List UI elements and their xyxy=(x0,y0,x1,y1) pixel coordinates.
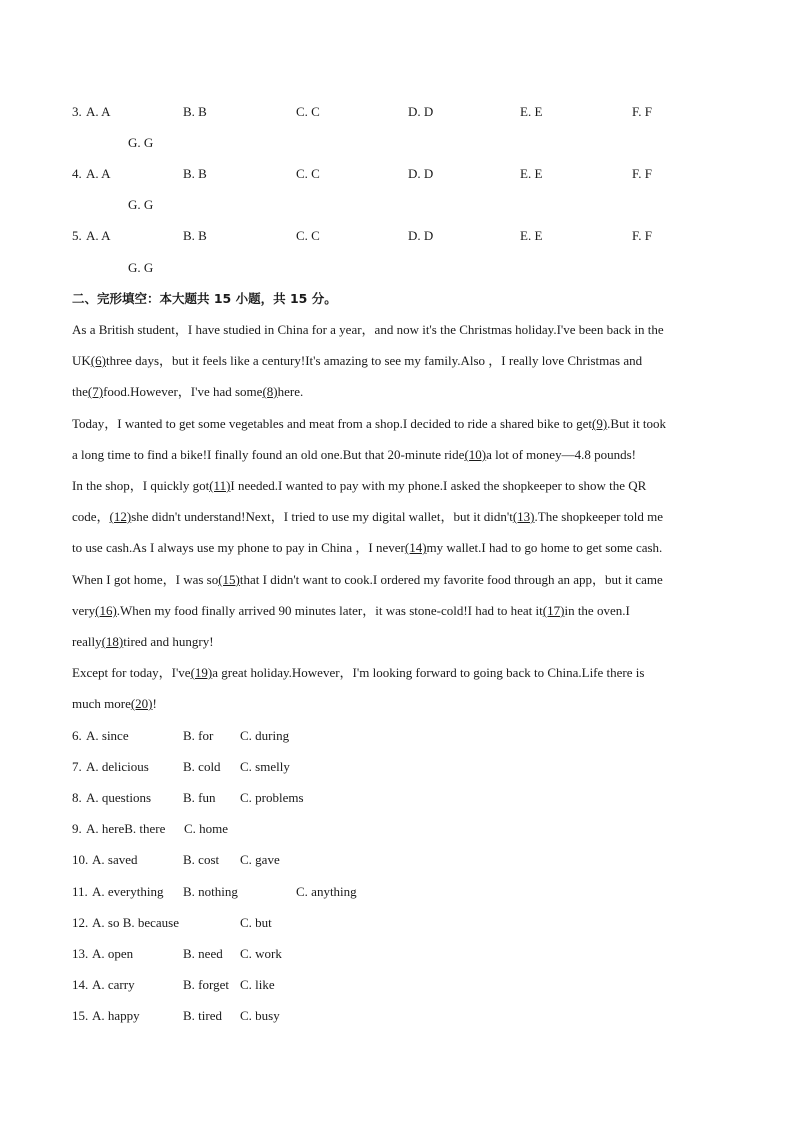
passage-text: code， xyxy=(72,509,110,524)
section-heading: 二、完形填空：本大题共 15 小题，共 15 分。 xyxy=(72,291,337,306)
option: C. C xyxy=(296,104,320,119)
option-b: B. forget xyxy=(183,977,229,992)
passage-line xyxy=(72,572,722,588)
option-a: A. so B. because xyxy=(92,915,180,930)
passage-text: .But it took xyxy=(607,416,667,431)
passage-text: When I got home，I was so xyxy=(72,572,219,587)
option: F. F xyxy=(632,166,652,181)
question-number: 14. xyxy=(72,977,89,992)
blank-10: (10) xyxy=(464,447,487,462)
passage-text: very xyxy=(72,603,96,618)
question-number: 15. xyxy=(72,1008,89,1023)
passage-line xyxy=(72,665,722,681)
blank-13: (13) xyxy=(512,509,535,524)
option-b: B. cold xyxy=(183,759,221,774)
option-b: B. need xyxy=(183,946,223,961)
blank-6: (6) xyxy=(90,353,106,368)
option-a: A. everything xyxy=(92,884,164,899)
option: C. C xyxy=(296,166,320,181)
option-b: B. for xyxy=(183,728,214,743)
passage-line xyxy=(72,384,722,400)
option: F. F xyxy=(632,228,652,243)
option-a: A. open xyxy=(92,946,134,961)
option-c: C. during xyxy=(240,728,290,743)
passage-text: ! xyxy=(152,696,157,711)
option-a: A. saved xyxy=(92,852,138,867)
blank-12: (12) xyxy=(109,509,132,524)
passage-text: Today，I wanted to get some vegetables and meat from a shop.I decided to ride a shared bike to get xyxy=(72,416,592,431)
question-number: 13. xyxy=(72,946,89,961)
option-b: B. fun xyxy=(183,790,216,805)
option: A. A xyxy=(86,166,111,181)
option-c: C. like xyxy=(240,977,275,992)
passage-text: UK xyxy=(72,353,91,368)
question-number: 3. xyxy=(72,104,82,119)
passage-text: Except for today，I've xyxy=(72,665,191,680)
passage-line xyxy=(72,322,722,338)
blank-7: (7) xyxy=(87,384,104,399)
passage-text: a long time to find a bike!I finally found an old one.But that 20-minute ride xyxy=(72,447,465,462)
blank-17: (17) xyxy=(542,603,565,618)
option: E. E xyxy=(520,228,543,243)
passage-line xyxy=(72,540,722,556)
question-number: 9. xyxy=(72,821,82,836)
option: G. G xyxy=(128,260,154,275)
option: G. G xyxy=(128,197,154,212)
option: B. B xyxy=(183,166,207,181)
passage-line xyxy=(72,416,722,432)
passage-text: to use cash.As I always use my phone to pay in China ，I never xyxy=(72,540,405,555)
passage-text: here. xyxy=(277,384,304,399)
passage-text: tired and hungry! xyxy=(123,634,214,649)
option-c: C. problems xyxy=(240,790,304,805)
passage-text: the xyxy=(72,384,88,399)
passage-line xyxy=(72,353,722,369)
passage-line xyxy=(72,696,722,712)
passage-line xyxy=(72,478,722,494)
question-number: 4. xyxy=(72,166,82,181)
passage-text: she didn't understand!Next，I tried to use my digital wallet，but it didn't xyxy=(131,509,513,524)
option-a: A. delicious xyxy=(86,759,149,774)
question-number: 12. xyxy=(72,915,89,930)
option-a: A. hereB. there xyxy=(86,821,166,836)
option-b: B. nothing xyxy=(183,884,238,899)
option: D. D xyxy=(408,104,434,119)
option-c: C. home xyxy=(184,821,229,836)
question-number: 7. xyxy=(72,759,82,774)
blank-19: (19) xyxy=(190,665,213,680)
passage-text: much more xyxy=(72,696,131,711)
option: D. D xyxy=(408,166,434,181)
option-b: B. tired xyxy=(183,1008,222,1023)
passage-text: really xyxy=(72,634,102,649)
passage-text: in the oven.I xyxy=(564,603,630,618)
option-a: A. since xyxy=(86,728,129,743)
passage-line xyxy=(72,603,722,619)
option-c: C. busy xyxy=(240,1008,280,1023)
option: D. D xyxy=(408,228,434,243)
option: A. A xyxy=(86,228,111,243)
blank-16: (16) xyxy=(95,603,117,618)
option-c: C. work xyxy=(240,946,282,961)
option: F. F xyxy=(632,104,652,119)
question-number: 11. xyxy=(72,884,88,899)
blank-15: (15) xyxy=(218,572,240,587)
passage-text: a lot of money—4.8 pounds! xyxy=(486,447,636,462)
option: G. G xyxy=(128,135,154,150)
question-number: 6. xyxy=(72,728,82,743)
option: C. C xyxy=(296,228,320,243)
passage-text: food.However，I've had some xyxy=(103,384,263,399)
passage-text: I needed.I wanted to pay with my phone.I asked the shopkeeper to show the QR xyxy=(230,478,647,493)
passage-text: As a British student，I have studied in China for a year，and now it's the Christmas holiday.I've been back in the xyxy=(72,322,664,337)
option-a: A. happy xyxy=(92,1008,140,1023)
passage-line xyxy=(72,509,722,525)
option-b: B. cost xyxy=(183,852,220,867)
blank-8: (8) xyxy=(262,384,278,399)
option: B. B xyxy=(183,104,207,119)
blank-14: (14) xyxy=(404,540,427,555)
question-number: 8. xyxy=(72,790,82,805)
blank-18: (18) xyxy=(101,634,124,649)
option: E. E xyxy=(520,166,543,181)
passage-text: .When my food finally arrived 90 minutes later，it was stone-cold!I had to heat it xyxy=(116,603,543,618)
option-a: A. carry xyxy=(92,977,135,992)
option-c: C. gave xyxy=(240,852,280,867)
passage-text: a great holiday.However，I'm looking forward to going back to China.Life there is xyxy=(212,665,645,680)
option: A. A xyxy=(86,104,111,119)
option: E. E xyxy=(520,104,543,119)
blank-11: (11) xyxy=(209,478,231,493)
question-number: 5. xyxy=(72,228,82,243)
option-c: C. smelly xyxy=(240,759,290,774)
option: B. B xyxy=(183,228,207,243)
passage-line xyxy=(72,634,722,650)
option-c: C. anything xyxy=(296,884,357,899)
blank-20: (20) xyxy=(130,696,153,711)
passage-text: .The shopkeeper told me xyxy=(534,509,664,524)
passage-text: three days，but it feels like a century!It's amazing to see my family.Also ，I really love Christmas and xyxy=(105,353,643,368)
option-c: C. but xyxy=(240,915,272,930)
option-a: A. questions xyxy=(86,790,151,805)
blank-9: (9) xyxy=(592,416,608,431)
passage-text: In the shop，I quickly got xyxy=(72,478,210,493)
passage-line xyxy=(72,447,722,463)
passage-text: that I didn't want to cook.I ordered my favorite food through an app，but it came xyxy=(239,572,663,587)
passage-text: my wallet.I had to go home to get some cash. xyxy=(426,540,663,555)
question-number: 10. xyxy=(72,852,89,867)
